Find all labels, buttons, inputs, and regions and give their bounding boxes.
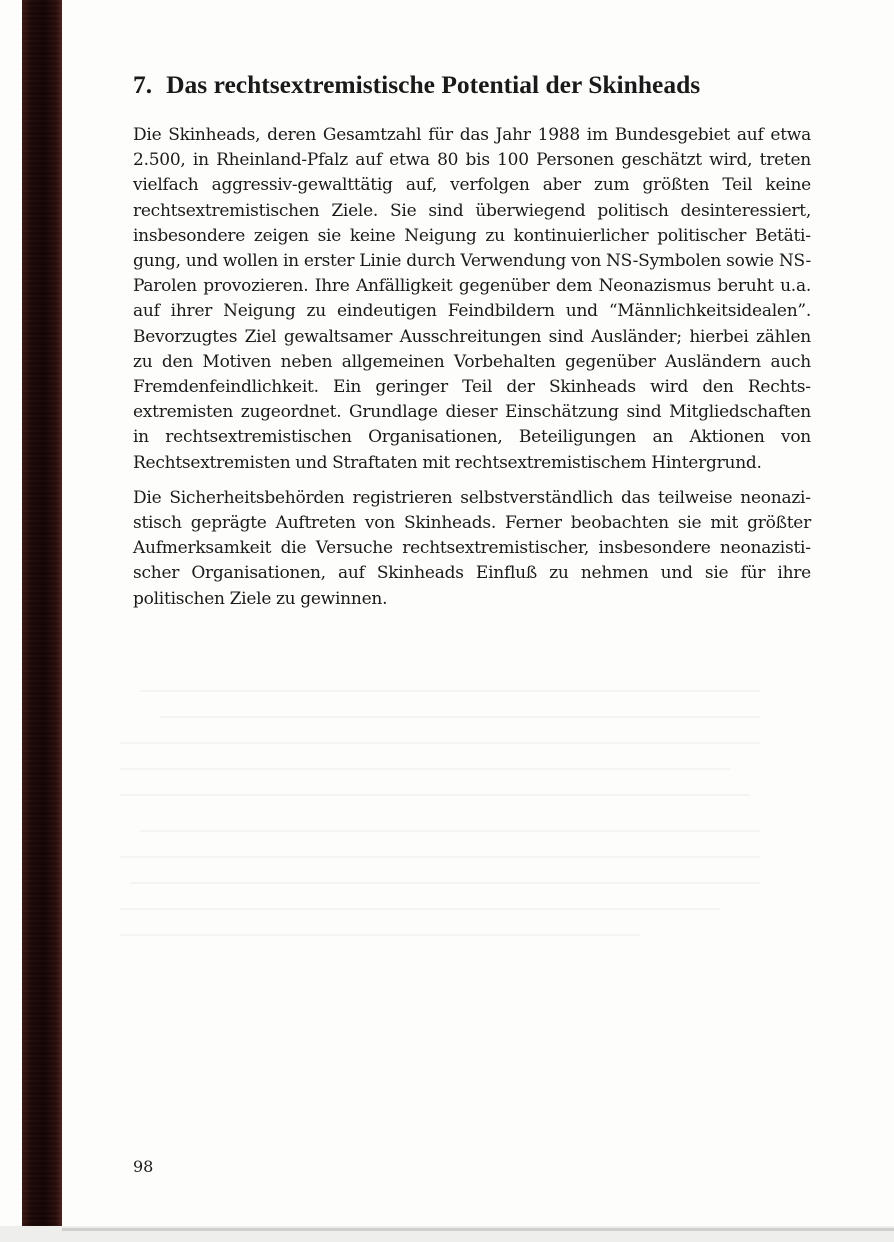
show-through-texture	[120, 690, 880, 1170]
body-text	[133, 123, 811, 622]
paragraph: Die Sicherheitsbehörden registrieren selbstverständlich das teilweise neonazistisch geprägte Auftreten von Skinheads. Ferner beobachten sie mit größter Aufmerksamkeit die Versuche rechtsextremistischer, insbesondere neonazistischer Organisationen, auf Skinheads Einfluß zu nehmen und sie für ihre politischen Ziele zu gewinnen.	[133, 487, 811, 609]
section-heading	[133, 70, 700, 100]
paragraph: Die Skinheads, deren Gesamtzahl für das Jahr 1988 im Bundesgebiet auf etwa 2.500, in Rheinland-Pfalz auf etwa 80 bis 100 Personen geschätzt wird, treten vielfach aggressiv-gewalttätig auf, verfolgen aber zum größten Teil keine rechtsextremistischen Ziele. Sie sind überwiegend politisch desinteressiert, insbesondere zeigen sie keine Neigung zu kontinuierlicher politischer Betätigung, und wollen in erster Linie durch Verwendung von NS-Symbolen sowie NS-Parolen provozieren. Ihre Anfälligkeit gegenüber dem Neonazismus beruht u.a. auf ihrer Neigung zu eindeutigen Feindbildern und “Männlichkeitsidealen”. Bevorzugtes Ziel gewaltsamer Ausschreitungen sind Ausländer; hierbei zählen zu den Motiven neben allgemeinen Vorbehalten gegenüber Ausländern auch Fremdenfeindlichkeit. Ein geringer Teil der Skinheads wird den Rechtsextremisten zugeordnet. Grundlage dieser Einschätzung sind Mitgliedschaften in rechtsextremistischen Organisationen, Beteiligungen an Aktionen von Rechtsextremisten und Straftaten mit rechtsextremistischem Hintergrund.	[133, 125, 811, 473]
page-bottom-shadow	[62, 1228, 894, 1231]
book-binding-edge	[22, 0, 62, 1226]
section-title: Das rechtsextremistische Potential der Skinheads	[166, 70, 701, 99]
section-number: 7.	[133, 70, 153, 99]
page-number: 98	[133, 1157, 154, 1176]
